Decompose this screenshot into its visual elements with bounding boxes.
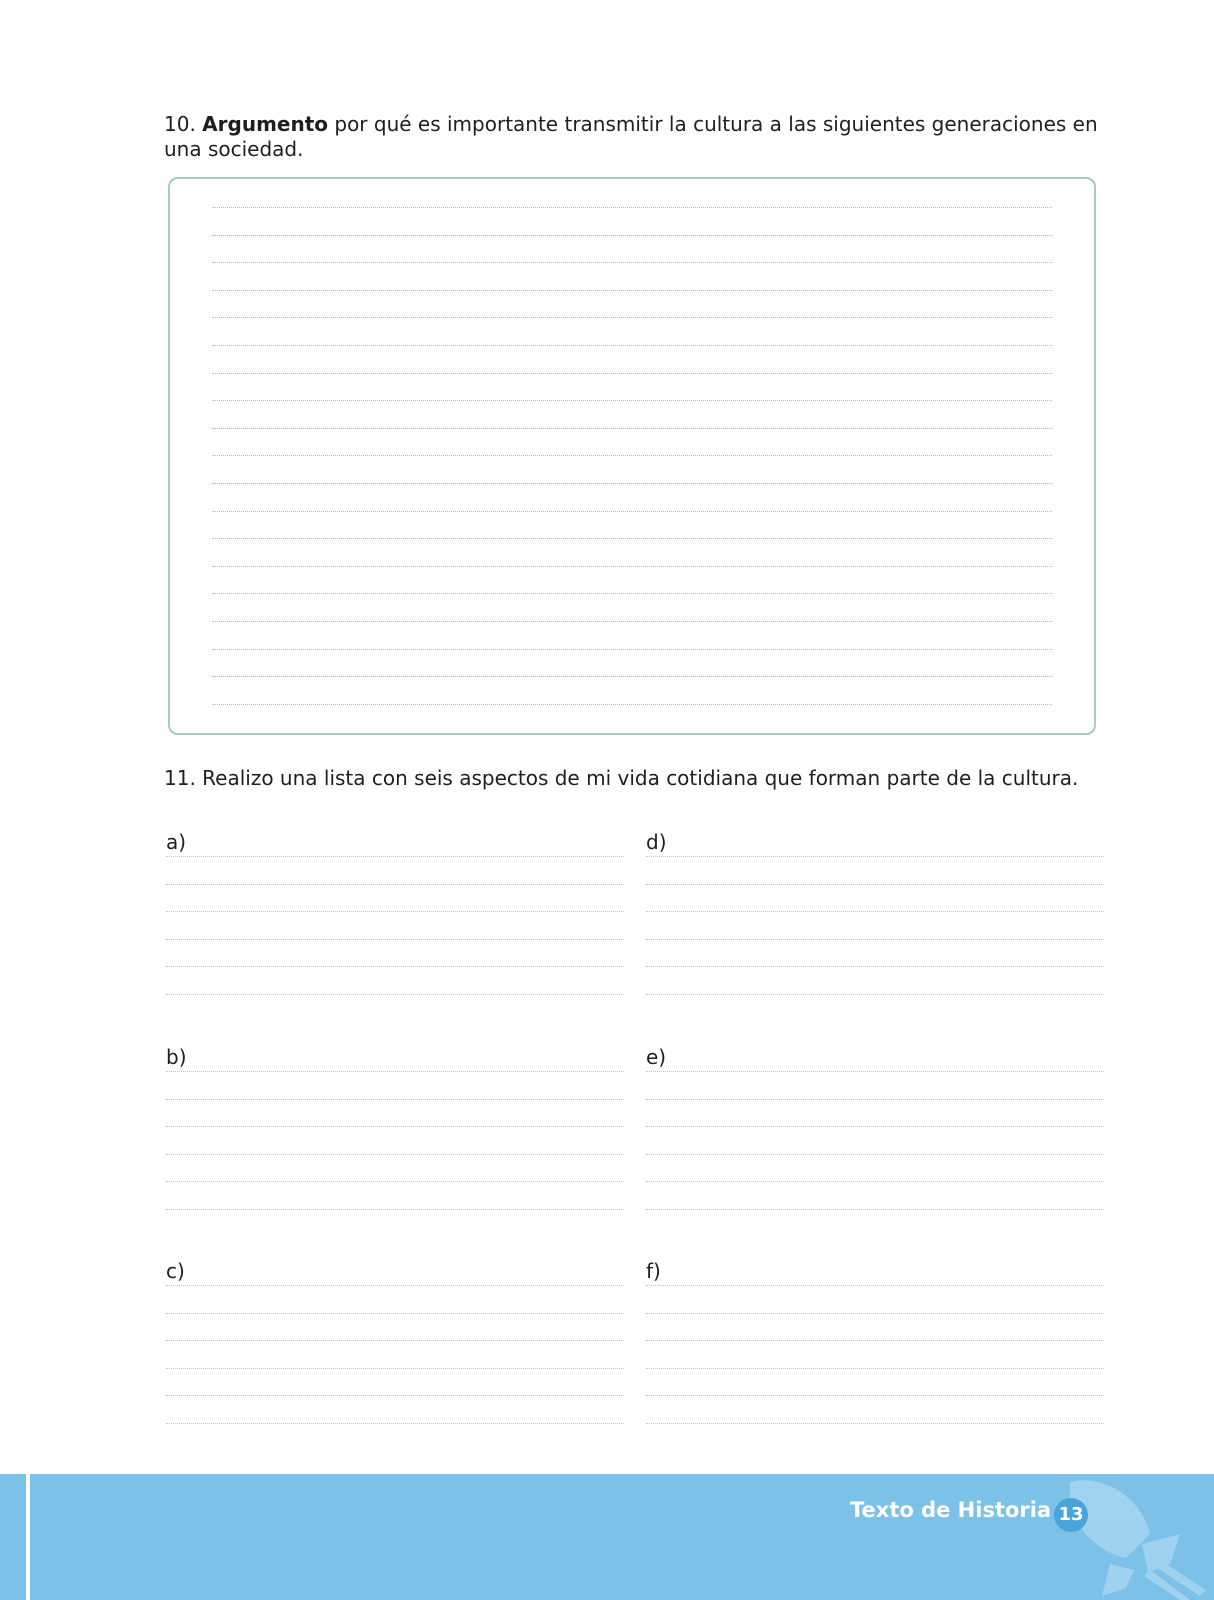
answer-box-10[interactable]: [168, 177, 1096, 735]
writing-line: [166, 1209, 624, 1210]
writing-line: [646, 1423, 1104, 1424]
writing-line: [646, 1368, 1104, 1369]
footer-title: Texto de Historia: [850, 1498, 1052, 1522]
writing-line: [212, 649, 1052, 650]
writing-line: [646, 1071, 1104, 1072]
question-11: 11. Realizo una lista con seis aspectos de mi vida cotidiana que forman parte de la cultura.: [164, 766, 1079, 790]
writing-line: [166, 1368, 624, 1369]
writing-line: [166, 1313, 624, 1314]
list-item-label: a): [166, 830, 187, 854]
writing-line: [646, 1313, 1104, 1314]
question-10: [164, 112, 1104, 162]
writing-line: [646, 1099, 1104, 1100]
question-10-text: por qué es importante transmitir la cultura a las siguientes generaciones en una sociedad.: [164, 112, 1098, 161]
writing-line: [212, 704, 1052, 705]
footer-stripe: [26, 1474, 30, 1600]
writing-line: [212, 262, 1052, 263]
writing-line: [646, 1154, 1104, 1155]
writing-line: [166, 1154, 624, 1155]
writing-line: [646, 1126, 1104, 1127]
writing-line: [646, 939, 1104, 940]
list-item-label: b): [166, 1045, 187, 1069]
writing-line: [166, 994, 624, 995]
writing-line: [212, 345, 1052, 346]
writing-line: [646, 1181, 1104, 1182]
list-item-label: d): [646, 830, 667, 854]
writing-line: [646, 884, 1104, 885]
writing-line: [166, 1126, 624, 1127]
writing-line: [646, 1340, 1104, 1341]
writing-line: [646, 994, 1104, 995]
writing-line: [646, 1285, 1104, 1286]
list-item-label: f): [646, 1259, 661, 1283]
writing-line: [212, 317, 1052, 318]
writing-line: [166, 884, 624, 885]
page-number-badge: 13: [1054, 1498, 1088, 1532]
writing-line: [166, 1099, 624, 1100]
list-item-label: e): [646, 1045, 667, 1069]
writing-line: [212, 207, 1052, 208]
footer-bar: [0, 1474, 1214, 1600]
writing-line: [646, 1209, 1104, 1210]
question-10-bold: Argumento: [202, 112, 329, 136]
writing-line: [166, 911, 624, 912]
writing-line: [166, 939, 624, 940]
writing-line: [212, 455, 1052, 456]
writing-line: [212, 538, 1052, 539]
writing-line: [166, 1423, 624, 1424]
writing-line: [166, 856, 624, 857]
writing-line: [166, 1395, 624, 1396]
writing-line: [646, 1395, 1104, 1396]
writing-line: [646, 856, 1104, 857]
writing-line: [212, 290, 1052, 291]
writing-line: [166, 1340, 624, 1341]
writing-line: [212, 566, 1052, 567]
writing-line: [212, 593, 1052, 594]
writing-line: [212, 400, 1052, 401]
writing-line: [166, 1071, 624, 1072]
writing-line: [166, 1285, 624, 1286]
writing-line: [166, 1181, 624, 1182]
writing-line: [646, 911, 1104, 912]
writing-line: [166, 966, 624, 967]
writing-line: [212, 483, 1052, 484]
writing-line: [212, 676, 1052, 677]
writing-line: [212, 235, 1052, 236]
writing-line: [212, 621, 1052, 622]
writing-line: [212, 428, 1052, 429]
writing-line: [212, 373, 1052, 374]
rocket-icon: [1030, 1474, 1214, 1600]
writing-line: [646, 966, 1104, 967]
question-10-number: 10.: [164, 112, 196, 136]
writing-line: [212, 511, 1052, 512]
list-item-label: c): [166, 1259, 185, 1283]
